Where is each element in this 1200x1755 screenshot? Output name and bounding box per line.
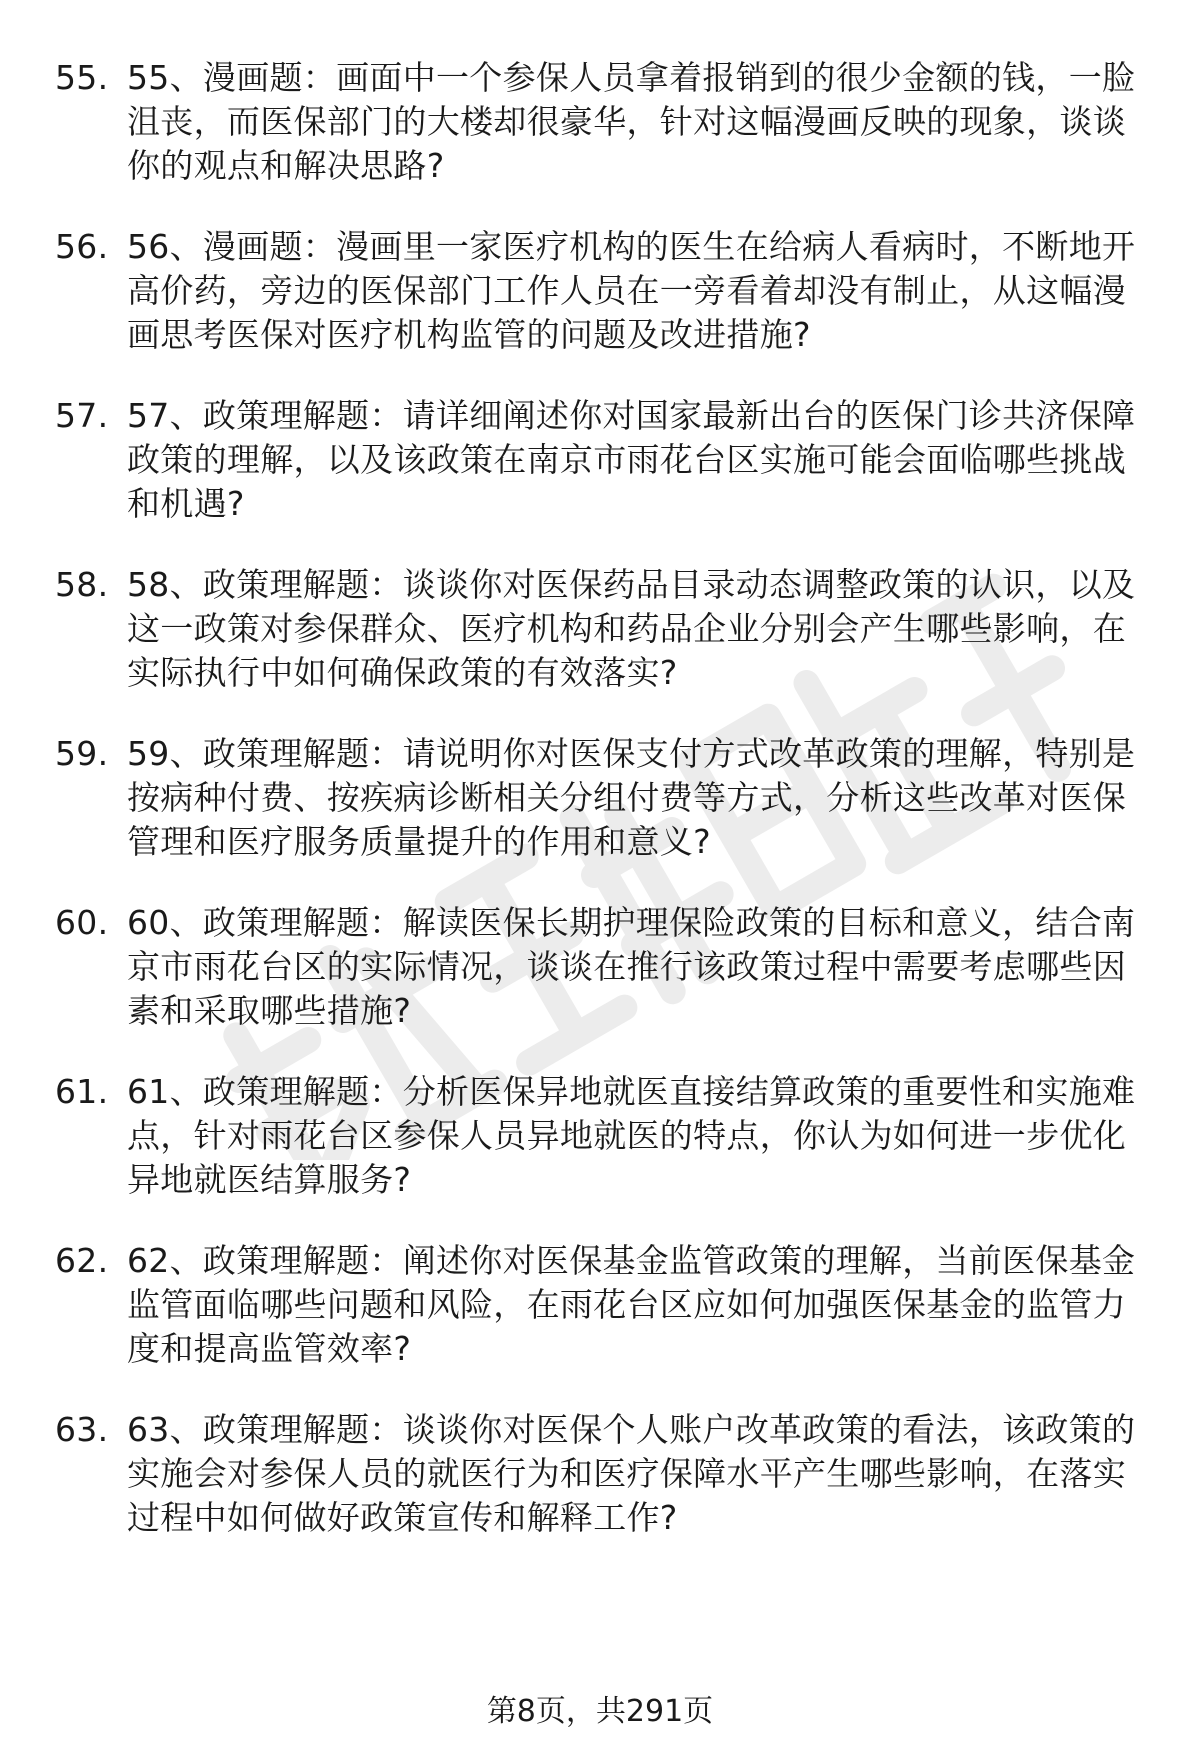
question-list [55,56,1145,1577]
question-number: 60. [55,903,109,942]
question-number: 62. [55,1241,109,1280]
question-text: 59、政策理解题：请说明你对医保支付方式改革政策的理解，特别是按病种付费、按疾病诊断相关分组付费等方式，分析这些改革对医保管理和医疗服务质量提升的作用和意义? [127,734,1136,861]
question-text: 61、政策理解题：分析医保异地就医直接结算政策的重要性和实施难点，针对雨花台区参保人员异地就医的特点，你认为如何进一步优化异地就医结算服务? [127,1072,1136,1199]
question-text: 62、政策理解题：阐述你对医保基金监管政策的理解，当前医保基金监管面临哪些问题和风险，在雨花台区应如何加强医保基金的监管力度和提高监管效率? [127,1241,1136,1368]
question-text: 57、政策理解题：请详细阐述你对国家最新出台的医保门诊共济保障政策的理解，以及该政策在南京市雨花台区实施可能会面临哪些挑战和机遇? [127,396,1136,523]
question-item [55,1408,1145,1540]
question-item [55,732,1145,864]
question-number: 55. [55,58,109,97]
question-text: 58、政策理解题：谈谈你对医保药品目录动态调整政策的认识，以及这一政策对参保群众、医疗机构和药品企业分别会产生哪些影响，在实际执行中如何确保政策的有效落实? [127,565,1136,692]
question-number: 56. [55,227,109,266]
question-item [55,1239,1145,1371]
question-item [55,1070,1145,1202]
question-number: 58. [55,565,109,604]
question-text: 63、政策理解题：谈谈你对医保个人账户改革政策的看法，该政策的实施会对参保人员的就医行为和医疗保障水平产生哪些影响，在落实过程中如何做好政策宣传和解释工作? [127,1410,1136,1537]
question-item [55,225,1145,357]
question-number: 61. [55,1072,109,1111]
question-number: 63. [55,1410,109,1449]
question-item [55,394,1145,526]
question-number: 59. [55,734,109,773]
question-item [55,901,1145,1033]
question-item [55,563,1145,695]
page-footer: 第8页，共291页 [486,1694,714,1729]
question-number: 57. [55,396,109,435]
question-text: 60、政策理解题：解读医保长期护理保险政策的目标和意义，结合南京市雨花台区的实际情况，谈谈在推行该政策过程中需要考虑哪些因素和采取哪些措施? [127,903,1136,1030]
question-item [55,56,1145,188]
question-text: 56、漫画题：漫画里一家医疗机构的医生在给病人看病时，不断地开高价药，旁边的医保部门工作人员在一旁看着却没有制止，从这幅漫画思考医保对医疗机构监管的问题及改进措施? [127,227,1136,354]
question-text: 55、漫画题：画面中一个参保人员拿着报销到的很少金额的钱，一脸沮丧，而医保部门的大楼却很豪华，针对这幅漫画反映的现象，谈谈你的观点和解决思路? [127,58,1136,185]
